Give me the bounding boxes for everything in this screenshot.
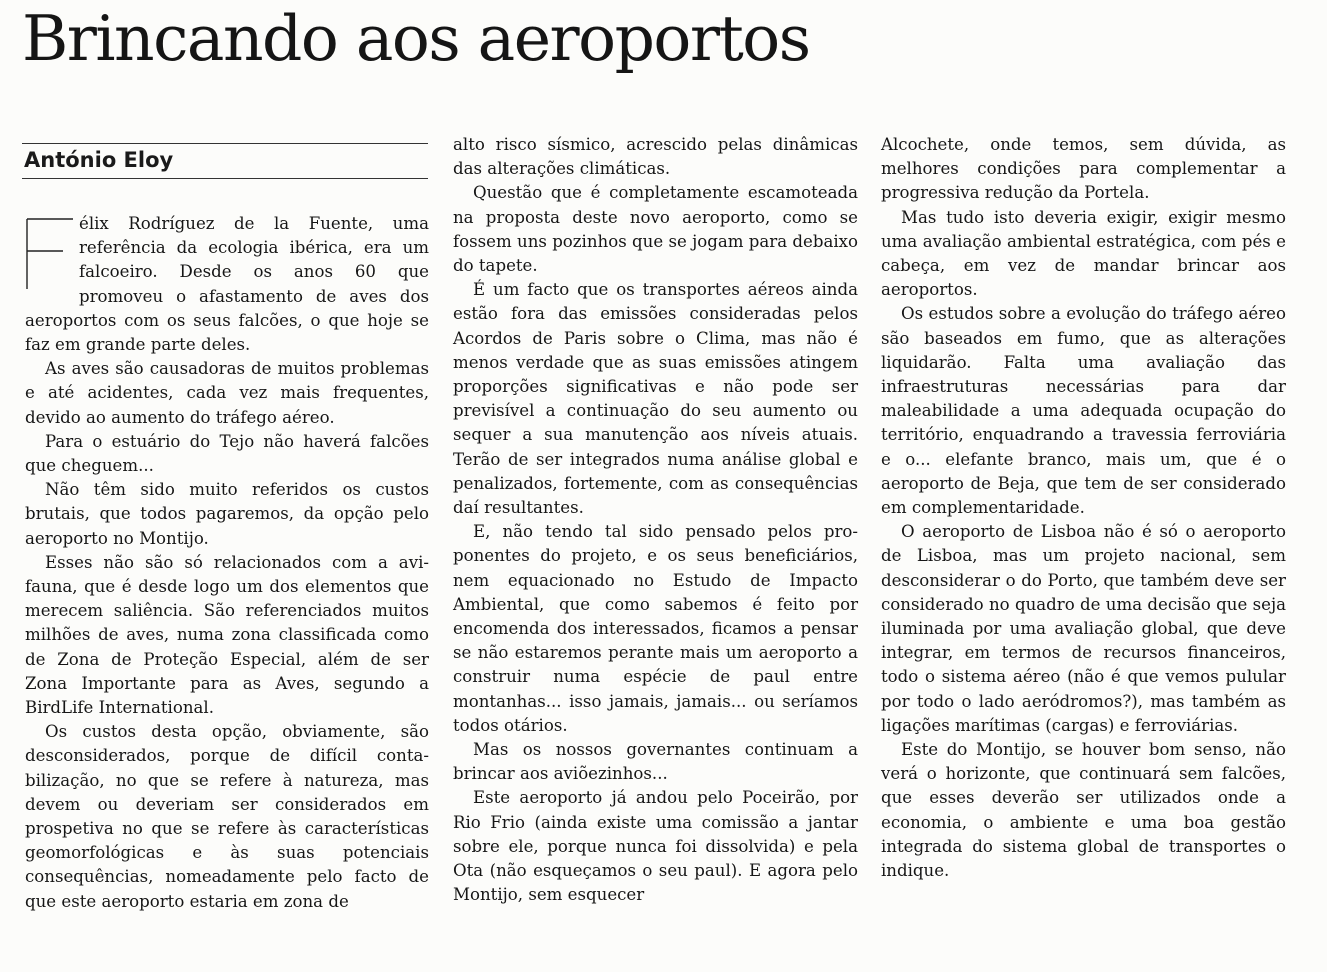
byline-rule-top: [22, 143, 428, 144]
paragraph: Não têm sido muito referidos os custos brutais, que todos pagaremos, da opção pelo aeroporto no Montijo.: [25, 480, 429, 548]
paragraph: As aves são causadoras de muitos problemas e até acidentes, cada vez mais frequentes, devido ao aumento do tráfego aéreo.: [25, 359, 429, 427]
paragraph: élix Rodríguez de la Fuente, uma referência da ecologia ibérica, era um falcoeiro. Desde os anos 60 que promoveu o afastamento de aves dos aeroportos com os seus falcões, o que hoje se faz em grande parte deles.: [25, 214, 429, 355]
article-headline: Brincando aos aeroportos: [22, 2, 810, 75]
dropcap-letter: F: [65, 287, 66, 288]
article-column-1: [25, 212, 429, 914]
paragraph: Os custos desta opção, obviamente, são desconsiderados, porque de difícil contabilização, no que se refere à natureza, mas devem ou deveriam ser considerados em prospetiva no que se refere às características geomorfológicas e às suas potenciais consequências, nomeadamente pelo facto de que este aeroporto estaria em zona de: [25, 722, 429, 911]
article-column-2: [453, 133, 858, 908]
byline-rule-bottom: [22, 178, 428, 179]
article-author: António Eloy: [24, 148, 174, 172]
paragraph: Este do Montijo, se houver bom senso, não verá o horizonte, que continuará sem falcões, que esses deverão ser utilizados onde a economia, o ambiente e uma boa gestão integrada do sistema global de transportes o indique.: [881, 740, 1286, 881]
paragraph: Mas os nossos governantes continuam a brincar aos aviõezinhos...: [453, 740, 858, 784]
paragraph: alto risco sísmico, acrescido pelas dinâmicas das alterações climáticas.: [453, 135, 858, 179]
paragraph: Mas tudo isto deveria exigir, exigir mesmo uma avaliação ambiental estratégica, com pés e cabeça, em vez de mandar brincar aos aeroportos.: [881, 207, 1286, 300]
dropcap-f: [25, 217, 75, 291]
paragraph: Esses não são só relacionados com a avifauna, que é desde logo um dos elementos que merecem saliência. São referenciados muitos milhões de aves, numa zona classificada como de Zona de Proteção Especial, além de ser Zona Importante para as Aves, segundo a BirdLife International.: [25, 552, 429, 718]
paragraph: Os estudos sobre a evolução do tráfego aéreo são baseados em fumo, que as alterações liquidarão. Falta uma avaliação das infraestruturas necessárias para dar maleabilidade a uma adequada ocupação do território, enquadrando a travessia ferroviária e o... elefante branco, mais um, que é o aeroporto de Beja, que tem de ser considerado em complementaridade.: [881, 304, 1286, 518]
paragraph: O aeroporto de Lisboa não é só o aeroporto de Lisboa, mas um projeto nacional, sem desconsiderar o do Porto, que também deve ser considerado no quadro de uma decisão que seja iluminada por uma avaliação global, que deve integrar, em termos de recursos financeiros, todo o sistema aéreo (não é que vemos pulular por todo o lado aeródromos?), mas também as ligações marítimas (cargas) e ferroviárias.: [881, 522, 1286, 735]
paragraph: Alcochete, onde temos, sem dúvida, as melhores condições para complementar a progressiva redução da Portela.: [881, 135, 1286, 203]
paragraph: Questão que é completamente escamoteada na proposta deste novo aeroporto, como se fossem uns pozinhos que se jogam para debaixo do tapete.: [453, 183, 858, 276]
paragraph: Este aeroporto já andou pelo Poceirão, por Rio Frio (ainda existe uma comissão a jantar sobre ele, porque nunca foi dissolvida) e pela Ota (não esqueçamos o seu paul). E agora pelo Montijo, sem esquecer: [453, 788, 858, 905]
paragraph: É um facto que os transportes aéreos ainda estão fora das emissões consideradas pelos Acordos de Paris sobre o Clima, mas não é menos verdade que as suas emissões atingem proporções significativas e não pode ser previsível a continuação do seu aumento ou sequer a sua manutenção aos níveis atuais. Terão de ser integrados numa análise global e penalizados, fortemente, com as consequências daí resultantes.: [453, 280, 858, 518]
paragraph: E, não tendo tal sido pensado pelos proponentes do projeto, e os seus beneficiários, nem equacionado no Estudo de Impacto Ambiental, que como sabemos é feito por encomenda dos interessados, ficamos a pensar se não estaremos perante mais um aeroporto a construir numa espécie de paul entre montanhas... isso jamais, jamais... ou seríamos todos otários.: [453, 522, 858, 735]
paragraph: Para o estuário do Tejo não haverá falcões que cheguem...: [25, 431, 429, 476]
article-column-3: [881, 133, 1286, 883]
